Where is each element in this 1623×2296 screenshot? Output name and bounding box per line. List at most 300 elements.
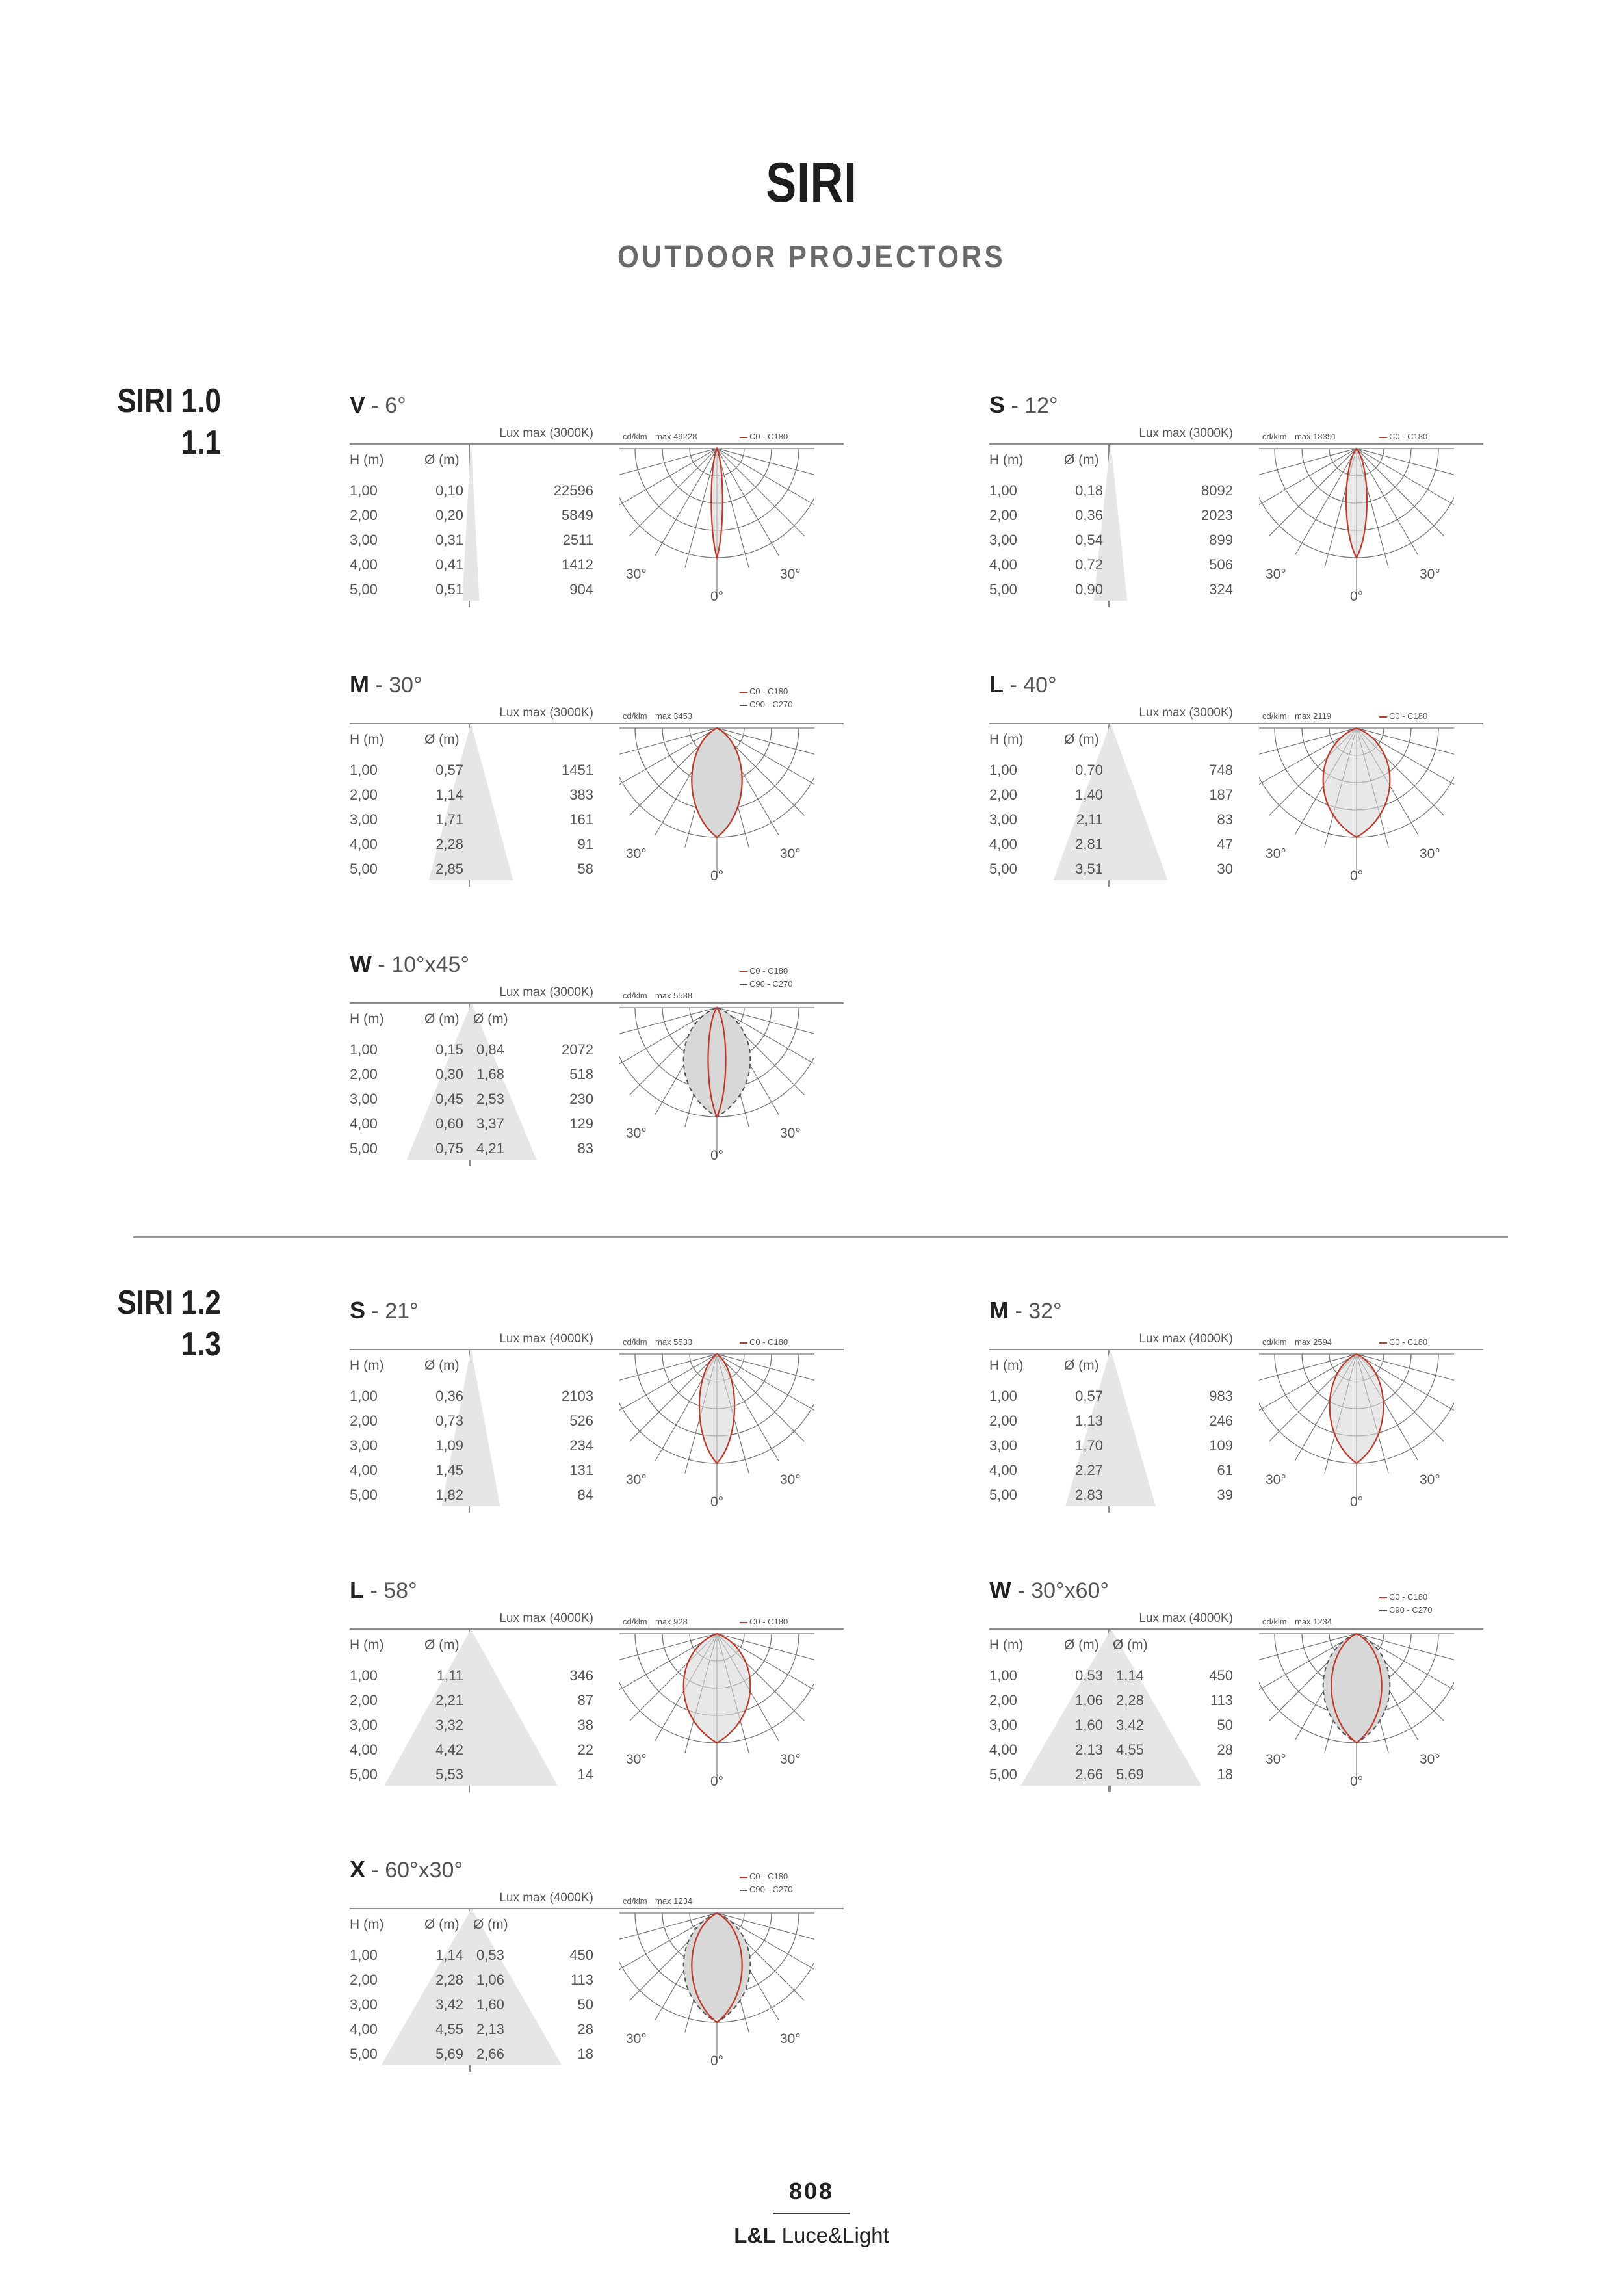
- cell-lux: 450: [1209, 1667, 1233, 1684]
- cell-diameter: 0,18: [1075, 482, 1103, 499]
- lux-max-header: Lux max (3000K): [1139, 706, 1233, 720]
- cell-lux: 129: [569, 1115, 593, 1132]
- polar-label-right: 30°: [780, 1472, 801, 1487]
- cell-height: 3,00: [989, 532, 1017, 548]
- cell-diameter: 1,06: [1075, 1692, 1103, 1708]
- lux-max-header: Lux max (3000K): [499, 985, 593, 999]
- polar-label-left: 30°: [1266, 1472, 1286, 1487]
- polar-unit: cd/klm: [623, 991, 647, 1000]
- cell-height: 4,00: [989, 836, 1017, 852]
- cell-diameter: 0,36: [435, 1388, 463, 1404]
- beam-heading: [350, 950, 469, 978]
- cell-diameter-2: 2,28: [1116, 1692, 1144, 1708]
- cell-height: 2,00: [989, 787, 1017, 803]
- polar-label-bottom: 0°: [710, 589, 724, 604]
- cell-diameter: 1,70: [1075, 1437, 1103, 1454]
- legend-label: C0 - C180: [1389, 1592, 1428, 1602]
- cell-height: 4,00: [350, 836, 378, 852]
- cell-diameter: 1,13: [1075, 1413, 1103, 1429]
- legend-label: C0 - C180: [749, 1617, 788, 1626]
- cell-diameter-2: 1,60: [476, 1996, 504, 2013]
- polar-unit: cd/klm: [623, 1617, 647, 1626]
- beam-heading: [350, 671, 422, 698]
- cell-diameter: 2,66: [1075, 1766, 1103, 1782]
- cell-diameter: 0,36: [1075, 507, 1103, 523]
- beam-code: W: [350, 950, 372, 977]
- polar-label-left: 30°: [626, 2031, 647, 2046]
- polar-unit: cd/klm: [623, 1896, 647, 1906]
- c0-c180-curve: [1346, 449, 1367, 558]
- cell-diameter-2: 0,84: [476, 1041, 504, 1058]
- beam-heading: [989, 1576, 1109, 1604]
- cell-lux: 18: [577, 2046, 593, 2062]
- cell-height: 3,00: [350, 1996, 378, 2013]
- cell-lux: 109: [1209, 1437, 1233, 1454]
- beam-block-l: [989, 671, 1483, 905]
- beam-heading: [350, 1576, 417, 1604]
- polar-unit: cd/klm: [623, 1337, 647, 1347]
- cell-diameter: 4,55: [435, 2021, 463, 2037]
- cell-lux: 14: [577, 1766, 593, 1782]
- c90-c270-curve: [1323, 1634, 1390, 1743]
- cell-height: 4,00: [350, 2021, 378, 2037]
- beam-heading: [350, 1297, 419, 1324]
- cell-height: 3,00: [350, 1717, 378, 1733]
- legend-swatch: [740, 1890, 747, 1891]
- cell-lux: 113: [1210, 1692, 1233, 1708]
- lux-max-header: Lux max (4000K): [499, 1332, 593, 1346]
- c0-c180-curve: [1330, 1354, 1384, 1463]
- legend-label: C90 - C270: [749, 699, 793, 709]
- legend-label: C0 - C180: [749, 1337, 788, 1347]
- cell-height: 1,00: [989, 1388, 1017, 1404]
- model-line: 1.1: [181, 424, 221, 462]
- polar-label-bottom: 0°: [710, 868, 724, 883]
- legend-label: C90 - C270: [749, 1885, 793, 1894]
- beam-block-m: [989, 1297, 1483, 1531]
- cell-diameter-2: 4,55: [1116, 1742, 1144, 1758]
- legend-item: [740, 1885, 792, 1894]
- polar-label-bottom: 0°: [1350, 868, 1364, 883]
- cell-diameter: 1,14: [435, 787, 463, 803]
- cell-diameter: 0,20: [435, 507, 463, 523]
- column-header: Ø (m): [424, 452, 460, 467]
- column-header: Ø (m): [424, 1011, 460, 1026]
- polar-max: max 1234: [1295, 1617, 1332, 1626]
- polar-unit: cd/klm: [623, 711, 647, 721]
- legend-item: [740, 699, 792, 709]
- cell-diameter-2: 2,13: [476, 2021, 504, 2037]
- legend-item: [740, 686, 788, 696]
- cell-lux: 84: [577, 1487, 593, 1503]
- polar-label-right: 30°: [780, 567, 801, 582]
- polar-max: max 928: [655, 1617, 688, 1626]
- polar-label-right: 30°: [1420, 846, 1440, 861]
- beam-code: S: [350, 1297, 366, 1324]
- cell-height: 3,00: [989, 1717, 1017, 1733]
- cell-lux: 1412: [562, 556, 593, 573]
- brand-text: Luce&Light: [775, 2223, 889, 2247]
- beam-code: V: [350, 391, 366, 418]
- cell-diameter: 4,42: [435, 1742, 463, 1758]
- cell-height: 2,00: [350, 1066, 378, 1082]
- c0-spread-wedge: [462, 445, 479, 601]
- beam-code: M: [989, 1297, 1009, 1324]
- polar-grid-spoke: [1259, 449, 1357, 480]
- cell-diameter: 0,70: [1075, 762, 1103, 778]
- cell-height: 4,00: [989, 556, 1017, 573]
- cell-diameter: 2,21: [435, 1692, 463, 1708]
- beam-block-m: [350, 671, 844, 905]
- legend-label: C0 - C180: [749, 1872, 788, 1881]
- polar-label-bottom: 0°: [710, 1148, 724, 1163]
- legend-label: C0 - C180: [749, 686, 788, 696]
- cell-height: 1,00: [350, 1388, 378, 1404]
- cell-lux: 28: [1217, 1742, 1233, 1758]
- cell-height: 4,00: [989, 1742, 1017, 1758]
- cell-lux: 234: [569, 1437, 593, 1454]
- cell-lux: 39: [1217, 1487, 1233, 1503]
- column-header: H (m): [989, 732, 1024, 747]
- column-header: Ø (m): [473, 1011, 508, 1026]
- cell-height: 1,00: [989, 1667, 1017, 1684]
- column-header: Ø (m): [1064, 732, 1099, 747]
- cell-height: 5,00: [989, 581, 1017, 597]
- cell-lux: 518: [569, 1066, 593, 1082]
- cell-diameter-2: 3,37: [476, 1115, 504, 1132]
- cell-diameter: 2,28: [435, 1972, 463, 1988]
- polar-max: max 5588: [655, 991, 693, 1000]
- cell-diameter: 2,85: [435, 861, 463, 877]
- polar-label-left: 30°: [626, 846, 647, 861]
- cell-lux: 899: [1209, 532, 1233, 548]
- beam-heading: [350, 1856, 463, 1883]
- legend-item: [740, 1872, 788, 1881]
- cell-diameter: 1,82: [435, 1487, 463, 1503]
- beam-angle: - 40°: [1004, 673, 1057, 698]
- column-header: Ø (m): [473, 1917, 508, 1932]
- cell-height: 3,00: [350, 532, 378, 548]
- legend-swatch: [1379, 1610, 1387, 1611]
- cell-diameter: 0,10: [435, 482, 463, 499]
- cell-diameter: 0,60: [435, 1115, 463, 1132]
- polar-grid-spoke: [1269, 449, 1357, 536]
- c90-c270-curve: [684, 1913, 751, 2022]
- polar-max: max 49228: [655, 432, 697, 441]
- cell-diameter-2: 0,53: [476, 1947, 504, 1963]
- lux-max-header: Lux max (3000K): [1139, 426, 1233, 440]
- legend-label: C0 - C180: [1389, 711, 1428, 721]
- beam-block-s: [350, 1297, 844, 1531]
- polar-label-right: 30°: [780, 1126, 801, 1141]
- polar-label-right: 30°: [780, 1752, 801, 1767]
- cell-height: 2,00: [350, 507, 378, 523]
- legend-swatch: [1379, 1597, 1387, 1598]
- polar-label-bottom: 0°: [710, 2054, 724, 2068]
- column-header: Ø (m): [424, 732, 460, 747]
- cell-height: 5,00: [350, 581, 378, 597]
- cell-lux: 2511: [562, 532, 593, 548]
- c0-c180-curve: [684, 1634, 751, 1743]
- beam-block-x: [350, 1856, 844, 2090]
- cell-lux: 113: [570, 1972, 593, 1988]
- beam-heading: [989, 391, 1058, 419]
- c0-c180-curve: [711, 449, 722, 558]
- cell-diameter: 5,53: [435, 1766, 463, 1782]
- cell-height: 2,00: [989, 1692, 1017, 1708]
- cell-diameter: 1,71: [435, 811, 463, 828]
- cell-diameter: 0,45: [435, 1091, 463, 1107]
- column-header: Ø (m): [424, 1358, 460, 1373]
- cell-diameter: 0,15: [435, 1041, 463, 1058]
- lux-max-header: Lux max (3000K): [499, 706, 593, 720]
- cell-diameter: 3,42: [435, 1996, 463, 2013]
- polar-label-left: 30°: [1266, 846, 1286, 861]
- column-header: H (m): [989, 452, 1024, 467]
- polar-max: max 18391: [1295, 432, 1337, 441]
- cell-diameter: 0,54: [1075, 532, 1103, 548]
- cell-diameter-2: 3,42: [1116, 1717, 1144, 1733]
- cell-height: 3,00: [989, 1437, 1017, 1454]
- cell-lux: 30: [1217, 861, 1233, 877]
- polar-max: max 5533: [655, 1337, 693, 1347]
- cell-lux: 230: [569, 1091, 593, 1107]
- page-number: 808: [788, 2178, 835, 2204]
- page-title: SIRI: [766, 151, 857, 214]
- polar-label-right: 30°: [780, 846, 801, 861]
- beam-block-w: [989, 1576, 1483, 1810]
- cell-diameter-2: 5,69: [1116, 1766, 1144, 1782]
- lux-max-header: Lux max (4000K): [1139, 1332, 1233, 1346]
- column-header: Ø (m): [1064, 1637, 1099, 1652]
- legend-swatch: [740, 984, 747, 985]
- cell-diameter: 2,11: [1076, 811, 1103, 828]
- cell-lux: 983: [1209, 1388, 1233, 1404]
- beam-block-v: [350, 391, 844, 625]
- cell-height: 2,00: [350, 787, 378, 803]
- cell-diameter: 2,13: [1075, 1742, 1103, 1758]
- cell-lux: 61: [1217, 1462, 1233, 1478]
- column-header: Ø (m): [1064, 452, 1099, 467]
- column-header: Ø (m): [424, 1917, 460, 1932]
- cell-lux: 1451: [562, 762, 593, 778]
- polar-label-left: 30°: [626, 1126, 647, 1141]
- cell-diameter-2: 4,21: [476, 1140, 504, 1156]
- cell-height: 1,00: [350, 1667, 378, 1684]
- model-line: SIRI 1.0: [117, 382, 221, 420]
- polar-label-left: 30°: [626, 1472, 647, 1487]
- cell-lux: 131: [569, 1462, 593, 1478]
- legend-label: C90 - C270: [749, 979, 793, 989]
- beam-code: S: [989, 391, 1006, 418]
- beam-code: L: [350, 1576, 364, 1603]
- polar-max: max 2119: [1295, 711, 1332, 721]
- cell-diameter-2: 2,66: [476, 2046, 504, 2062]
- cell-height: 5,00: [350, 1140, 378, 1156]
- model-line: 1.3: [181, 1325, 221, 1363]
- cell-lux: 91: [577, 836, 593, 852]
- cell-height: 4,00: [350, 1462, 378, 1478]
- polar-label-right: 30°: [1420, 1472, 1440, 1487]
- polar-grid-spoke: [619, 449, 717, 480]
- cell-lux: 8092: [1201, 482, 1233, 499]
- column-header: Ø (m): [1064, 1358, 1099, 1373]
- cell-diameter-2: 2,53: [476, 1091, 504, 1107]
- cell-lux: 47: [1217, 836, 1233, 852]
- cell-height: 1,00: [989, 762, 1017, 778]
- legend-item: [740, 979, 792, 989]
- polar-max: max 2594: [1295, 1337, 1332, 1347]
- cell-lux: 28: [577, 2021, 593, 2037]
- cell-lux: 324: [1209, 581, 1233, 597]
- polar-unit: cd/klm: [1262, 1337, 1287, 1347]
- cell-diameter: 2,28: [435, 836, 463, 852]
- cell-diameter: 0,57: [435, 762, 463, 778]
- polar-unit: cd/klm: [1262, 432, 1287, 441]
- cell-height: 3,00: [350, 1091, 378, 1107]
- legend-item: [1379, 1592, 1427, 1602]
- legend-swatch: [740, 971, 747, 972]
- polar-label-right: 30°: [1420, 567, 1440, 582]
- cell-lux: 526: [569, 1413, 593, 1429]
- cell-height: 5,00: [350, 2046, 378, 2062]
- cell-lux: 58: [577, 861, 593, 877]
- cell-lux: 2023: [1201, 507, 1233, 523]
- beam-heading: [989, 1297, 1062, 1324]
- cell-diameter: 1,09: [435, 1437, 463, 1454]
- cell-height: 1,00: [350, 762, 378, 778]
- model-label-siri-1-2: [110, 1282, 221, 1365]
- cell-height: 4,00: [350, 1115, 378, 1132]
- cell-height: 4,00: [350, 1742, 378, 1758]
- polar-label-bottom: 0°: [1350, 1494, 1364, 1509]
- polar-unit: cd/klm: [1262, 711, 1287, 721]
- cell-diameter: 5,69: [435, 2046, 463, 2062]
- cell-lux: 2072: [562, 1041, 593, 1058]
- cell-lux: 50: [577, 1996, 593, 2013]
- cell-lux: 18: [1217, 1766, 1233, 1782]
- beam-angle: - 58°: [364, 1578, 417, 1603]
- legend-item: [1379, 1605, 1432, 1615]
- polar-grid-spoke: [717, 449, 814, 480]
- cell-lux: 2103: [562, 1388, 593, 1404]
- cell-height: 2,00: [350, 1972, 378, 1988]
- cell-diameter: 0,72: [1075, 556, 1103, 573]
- page-number-rule: [773, 2213, 850, 2214]
- legend-label: C0 - C180: [1389, 432, 1428, 441]
- column-header: H (m): [350, 452, 384, 467]
- column-header: H (m): [350, 1358, 384, 1373]
- cell-diameter: 2,27: [1075, 1462, 1103, 1478]
- cell-diameter: 0,51: [435, 581, 463, 597]
- legend-label: C90 - C270: [1389, 1605, 1433, 1615]
- cell-height: 5,00: [989, 1487, 1017, 1503]
- legend-swatch: [740, 1877, 747, 1878]
- cell-height: 2,00: [350, 1413, 378, 1429]
- c90-c270-curve: [684, 1008, 751, 1117]
- beam-heading: [989, 671, 1057, 698]
- brand-logo: [0, 2223, 1623, 2248]
- cell-lux: 506: [1209, 556, 1233, 573]
- cell-diameter: 1,45: [435, 1462, 463, 1478]
- column-header: H (m): [350, 1011, 384, 1026]
- lux-max-header: Lux max (4000K): [499, 1611, 593, 1625]
- cell-diameter: 1,14: [435, 1947, 463, 1963]
- cell-lux: 5849: [562, 507, 593, 523]
- column-header: H (m): [350, 1637, 384, 1652]
- cell-lux: 87: [577, 1692, 593, 1708]
- legend-label: C0 - C180: [749, 432, 788, 441]
- brand-bold: L&L: [734, 2223, 776, 2247]
- polar-label-bottom: 0°: [710, 1494, 724, 1509]
- cell-height: 3,00: [350, 811, 378, 828]
- cell-lux: 904: [569, 581, 593, 597]
- cell-diameter: 0,30: [435, 1066, 463, 1082]
- legend-swatch: [740, 705, 747, 706]
- polar-label-left: 30°: [1266, 1752, 1286, 1767]
- cell-height: 5,00: [989, 861, 1017, 877]
- beam-heading: [350, 391, 406, 419]
- cell-height: 5,00: [350, 861, 378, 877]
- model-label-siri-1-0: [110, 380, 221, 463]
- cell-lux: 346: [569, 1667, 593, 1684]
- cell-height: 3,00: [350, 1437, 378, 1454]
- cell-diameter-2: 1,14: [1116, 1667, 1144, 1684]
- beam-angle: - 12°: [1005, 393, 1058, 418]
- column-header: H (m): [989, 1637, 1024, 1652]
- cell-lux: 22: [577, 1742, 593, 1758]
- cell-height: 2,00: [989, 507, 1017, 523]
- cell-lux: 748: [1209, 762, 1233, 778]
- polar-grid-spoke: [717, 449, 804, 536]
- polar-grid-spoke: [1357, 449, 1444, 536]
- cell-diameter: 0,90: [1075, 581, 1103, 597]
- lux-max-header: Lux max (4000K): [499, 1891, 593, 1905]
- polar-grid-spoke: [1357, 449, 1454, 480]
- polar-label-left: 30°: [1266, 567, 1286, 582]
- cell-height: 1,00: [350, 482, 378, 499]
- beam-block-w: [350, 950, 844, 1184]
- polar-label-bottom: 0°: [1350, 1774, 1364, 1789]
- column-header: H (m): [350, 1917, 384, 1932]
- c0-c180-curve: [699, 1354, 734, 1463]
- polar-unit: cd/klm: [1262, 1617, 1287, 1626]
- legend-item: [740, 966, 788, 976]
- cell-height: 3,00: [989, 811, 1017, 828]
- polar-label-bottom: 0°: [710, 1774, 724, 1789]
- beam-code: W: [989, 1576, 1011, 1603]
- beam-angle: - 10°x45°: [371, 952, 470, 977]
- section-divider: [133, 1236, 1508, 1238]
- cell-lux: 450: [569, 1947, 593, 1963]
- cell-diameter-2: 1,06: [476, 1972, 504, 1988]
- legend-swatch: [740, 692, 747, 693]
- polar-label-right: 30°: [780, 2031, 801, 2046]
- polar-label-bottom: 0°: [1350, 589, 1364, 604]
- beam-angle: - 30°x60°: [1011, 1578, 1110, 1603]
- cell-height: 4,00: [989, 1462, 1017, 1478]
- c0-c180-curve: [1323, 728, 1390, 837]
- cell-diameter-2: 1,68: [476, 1066, 504, 1082]
- cell-height: 5,00: [989, 1766, 1017, 1782]
- cell-lux: 187: [1209, 787, 1233, 803]
- polar-max: max 1234: [655, 1896, 693, 1906]
- cell-height: 5,00: [350, 1766, 378, 1782]
- cell-diameter: 0,31: [435, 532, 463, 548]
- column-header: H (m): [989, 1358, 1024, 1373]
- c90-c270-curve: [692, 728, 742, 837]
- cell-diameter: 0,57: [1075, 1388, 1103, 1404]
